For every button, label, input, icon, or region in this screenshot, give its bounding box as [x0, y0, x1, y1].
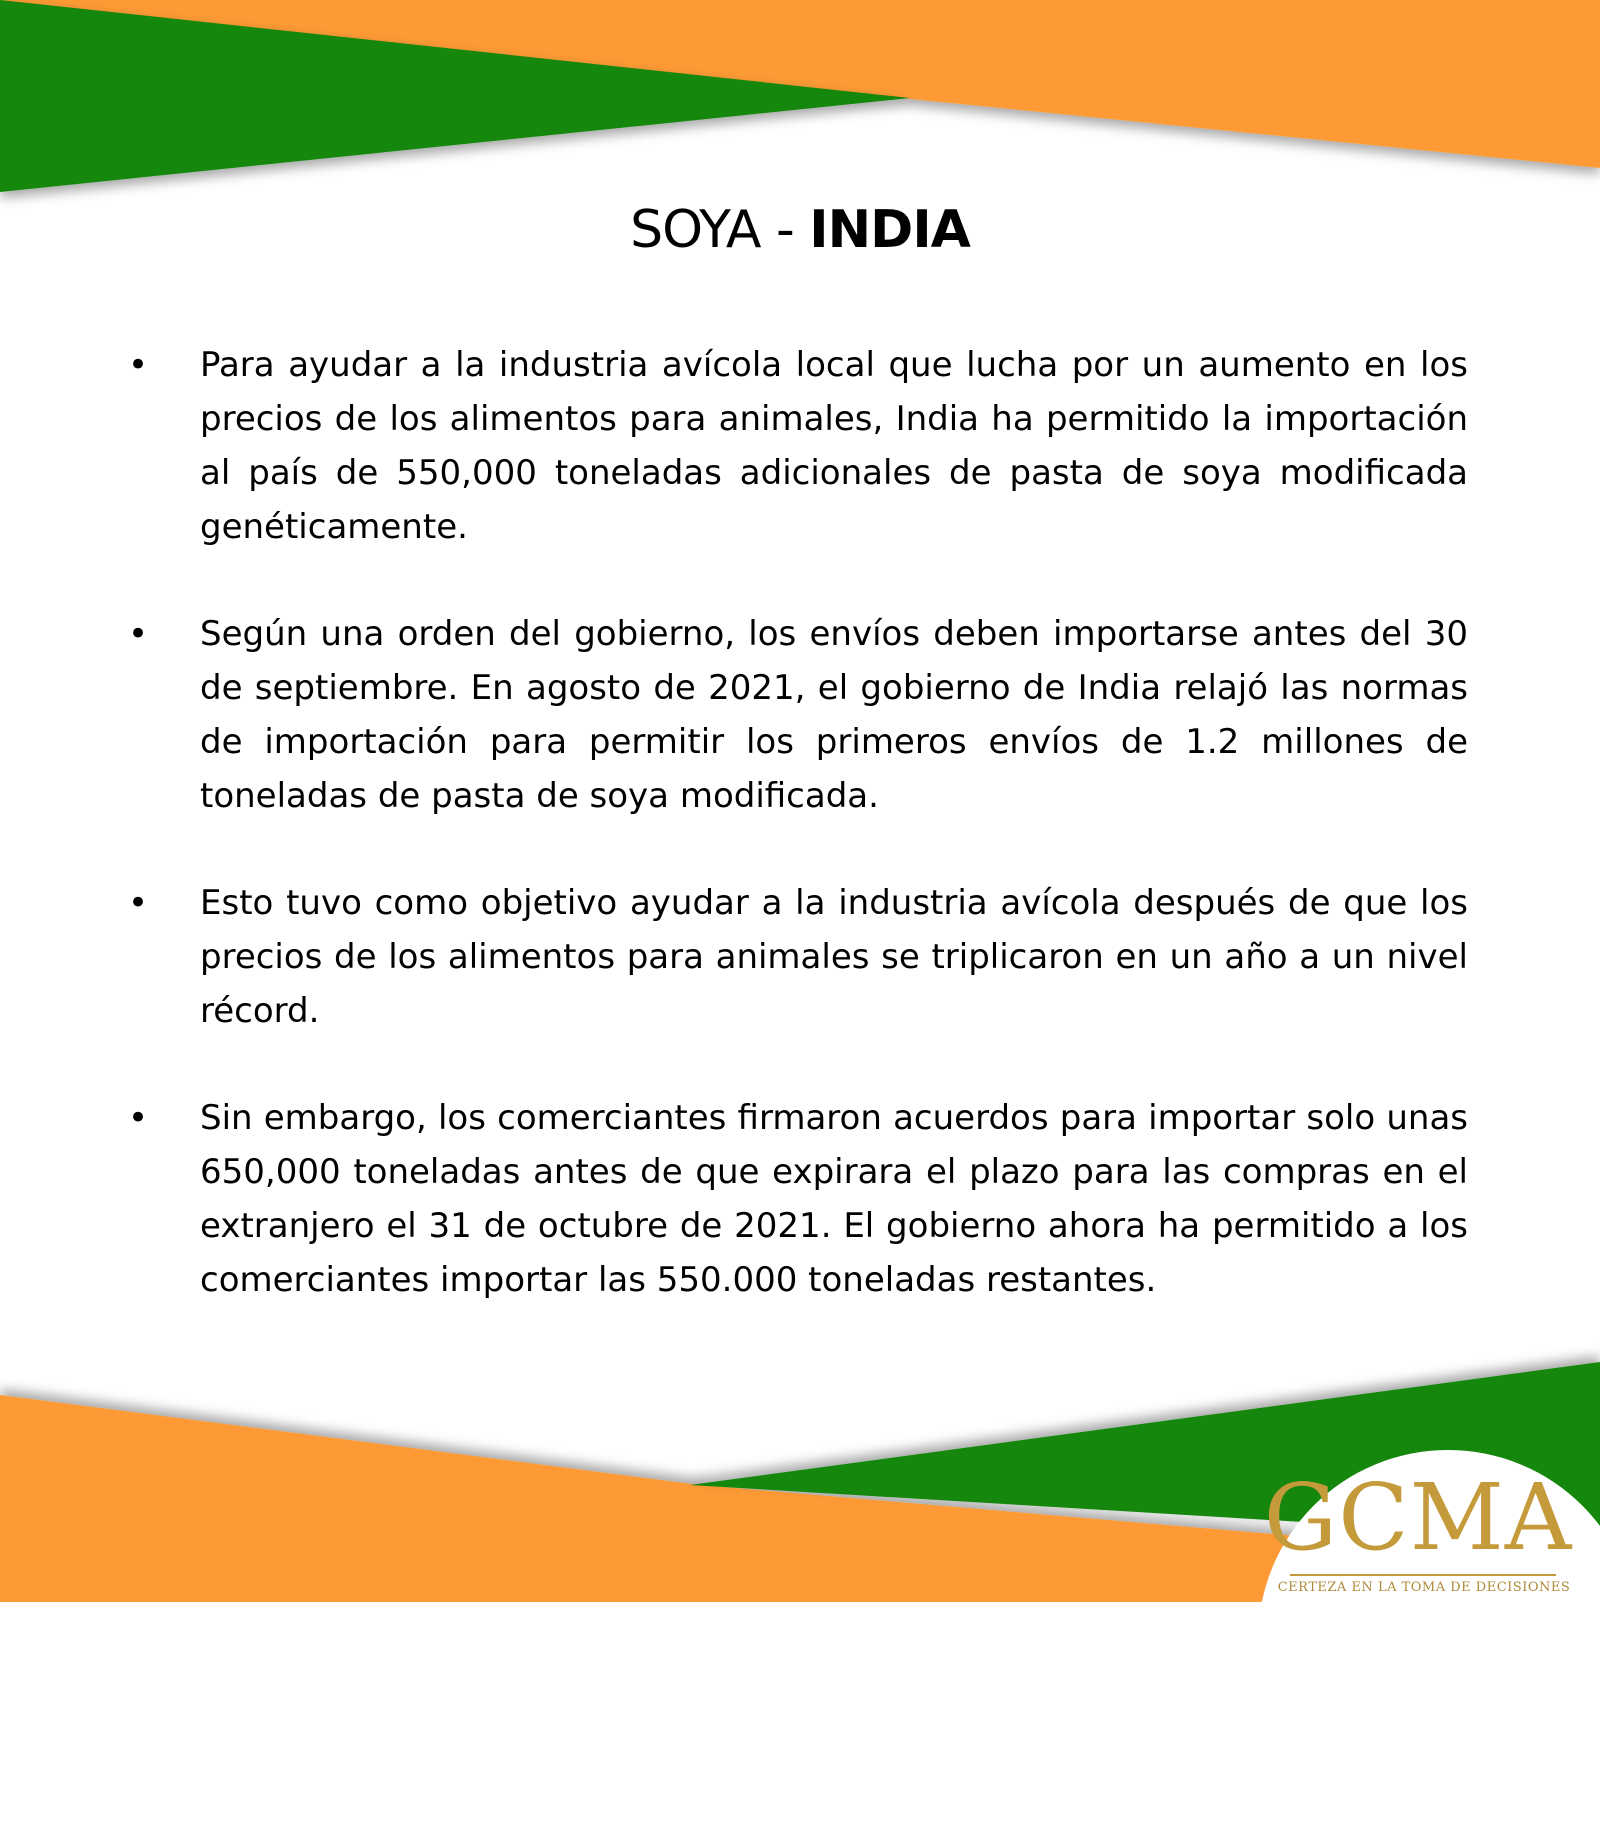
- logo-name: GCMA: [1263, 1464, 1573, 1571]
- list-item: [128, 1091, 1468, 1307]
- bullet-marker: •: [128, 1098, 149, 1138]
- page-title: [0, 200, 1600, 260]
- bullet-marker: •: [128, 614, 149, 654]
- bullet-text: Para ayudar a la industria avícola local que lucha por un aumento en los precios de los alimentos para animales, India ha permitido la importación al país de 550,000 toneladas adicionales de pasta de soya modificada genéticamente.: [200, 345, 1468, 547]
- list-item: [128, 607, 1468, 823]
- bullet-text: Según una orden del gobierno, los envíos deben importarse antes del 30 de septiembre. En agosto de 2021, el gobierno de India relajó las normas de importación para permitir los primeros envíos de 1.2 millones de toneladas de pasta de soya modificada.: [200, 614, 1468, 816]
- title-main: SOYA -: [630, 200, 810, 260]
- title-emphasis: INDIA: [809, 200, 970, 260]
- list-item: [128, 338, 1468, 554]
- logo-divider: [1290, 1574, 1556, 1576]
- list-item: [128, 876, 1468, 1038]
- logo-tagline: CERTEZA EN LA TOMA DE DECISIONES: [1277, 1580, 1571, 1595]
- gcma-logo: [1248, 1450, 1600, 1602]
- bullet-text: Esto tuvo como objetivo ayudar a la industria avícola después de que los precios de los alimentos para animales se triplicaron en un año a un nivel récord.: [200, 883, 1468, 1031]
- bullet-marker: •: [128, 883, 149, 923]
- bullet-list: [128, 338, 1468, 1360]
- bullet-text: Sin embargo, los comerciantes firmaron acuerdos para importar solo unas 650,000 toneladas antes de que expirara el plazo para las compras en el extranjero el 31 de octubre de 2021. El gobierno ahora ha permitido a los comerciantes importar las 550.000 toneladas restantes.: [200, 1098, 1468, 1300]
- bullet-marker: •: [128, 345, 149, 385]
